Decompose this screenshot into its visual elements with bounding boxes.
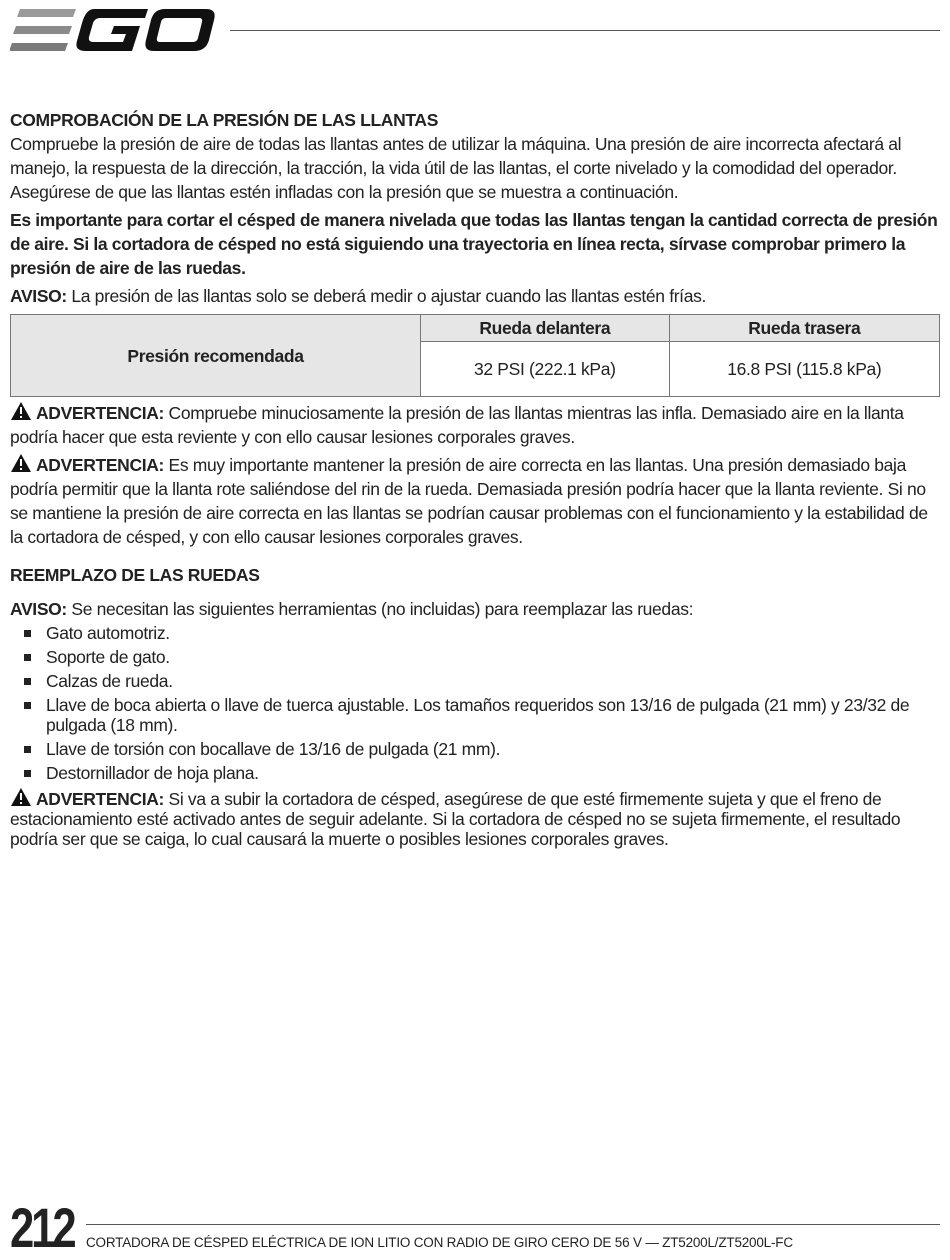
- warning-text: Es muy importante mantener la presión de aire correcta en las llantas. Una presión demasiado baja podría permitir que la llanta rote saliéndose del rin de la rueda. Demasiada presión podría hacer que la llanta reviente. Si no se mantiene la presión de aire correcta en las llantas se podrían causar problemas con el funcionamiento y la estabilidad de la cortadora de césped, y con ello causar lesiones corporales graves.: [10, 455, 928, 547]
- footer-rule: [86, 1224, 940, 1225]
- bullet-square: [24, 770, 31, 777]
- front-wheel-header: Rueda delantera: [421, 315, 670, 342]
- bullet-square: [24, 654, 31, 661]
- bullet-square: [24, 746, 31, 753]
- list-item: Gato automotriz.: [10, 622, 940, 645]
- list-item: Destornillador de hoja plana.: [10, 762, 940, 785]
- list-item: Calzas de rueda.: [10, 670, 940, 693]
- pressure-row-header: Presión recomendada: [11, 315, 421, 397]
- notice-text: La presión de las llantas solo se deberá medir o ajustar cuando las llantas estén frías.: [66, 286, 706, 306]
- warning-label: ADVERTENCIA:: [36, 455, 165, 475]
- warning-label: ADVERTENCIA:: [36, 403, 165, 423]
- page-content: [10, 108, 940, 853]
- intro-paragraph: Compruebe la presión de aire de todas las llantas antes de utilizar la máquina. Una presión de aire incorrecta afectará al manejo, la respuesta de la dirección, la tracción, la vida útil de las llantas, el corte nivelado y la comodidad del operador. Asegúrese de que las llantas estén infladas con la presión que se muestra a continuación.: [10, 134, 902, 202]
- important-paragraph: Es importante para cortar el césped de manera nivelada que todas las llantas tengan la cantidad correcta de presión de aire. Si la cortadora de césped no está siguiendo una trayectoria en línea recta, sírvase comprobar primero la presión de aire de las ruedas.: [10, 210, 938, 278]
- logo-text: EGO: [10, 6, 13, 7]
- notice-text: Se necesitan las siguientes herramientas (no incluidas) para reemplazar las ruedas:: [66, 599, 694, 619]
- warning-triangle-icon: [10, 787, 32, 807]
- front-pressure-value: 32 PSI (222.1 kPa): [421, 342, 670, 397]
- warning-correct-pressure: [10, 453, 940, 549]
- warning-text: Si va a subir la cortadora de césped, asegúrese de que esté firmemente sujeta y que el freno de estacionamiento esté activado antes de seguir adelante. Si la cortadora de césped no se sujeta firmemente, el resultado podría ser que se caiga, lo cual causará la muerte o posibles lesiones corporales graves.: [10, 789, 901, 849]
- section-heading-tire-pressure: COMPROBACIÓN DE LA PRESIÓN DE LAS LLANTAS: [10, 110, 439, 130]
- section-heading-wheel-replacement: REEMPLAZO DE LAS RUEDAS: [10, 565, 260, 585]
- bullet-square: [24, 678, 31, 685]
- rear-pressure-value: 16.8 PSI (115.8 kPa): [669, 342, 939, 397]
- pressure-table: [10, 314, 940, 397]
- rear-wheel-header: Rueda trasera: [669, 315, 939, 342]
- tools-list: [10, 622, 940, 785]
- notice-cold-tires: [10, 284, 940, 308]
- page-number: 212: [10, 1196, 74, 1259]
- notice-label: AVISO:: [10, 286, 67, 306]
- ego-logo: [10, 6, 215, 54]
- list-item: Llave de torsión con bocallave de 13/16 de pulgada (21 mm).: [10, 738, 940, 761]
- bullet-square: [24, 630, 31, 637]
- list-item: Llave de boca abierta o llave de tuerca ajustable. Los tamaños requeridos son 13/16 de pulgada (21 mm) y 23/32 de pulgada (18 mm).: [10, 694, 940, 737]
- list-item: Soporte de gato.: [10, 646, 940, 669]
- notice-tools: [10, 597, 940, 621]
- warning-lifting: [10, 787, 940, 849]
- warning-text: Compruebe minuciosamente la presión de las llantas mientras las infla. Demasiado aire en la llanta podría hacer que esta reviente y con ello causar lesiones corporales graves.: [10, 403, 904, 447]
- notice-label: AVISO:: [10, 599, 67, 619]
- page-footer: [10, 1196, 940, 1259]
- page-header: [10, 6, 940, 56]
- bullet-square: [24, 702, 31, 709]
- warning-inflate: [10, 401, 940, 449]
- warning-label: ADVERTENCIA:: [36, 789, 165, 809]
- warning-triangle-icon: [10, 401, 32, 421]
- warning-triangle-icon: [10, 453, 32, 473]
- footer-text: CORTADORA DE CÉSPED ELÉCTRICA DE ION LITIO CON RADIO DE GIRO CERO DE 56 V — ZT5200L/ZT5200L-FC: [86, 1235, 793, 1250]
- header-rule: [230, 30, 940, 31]
